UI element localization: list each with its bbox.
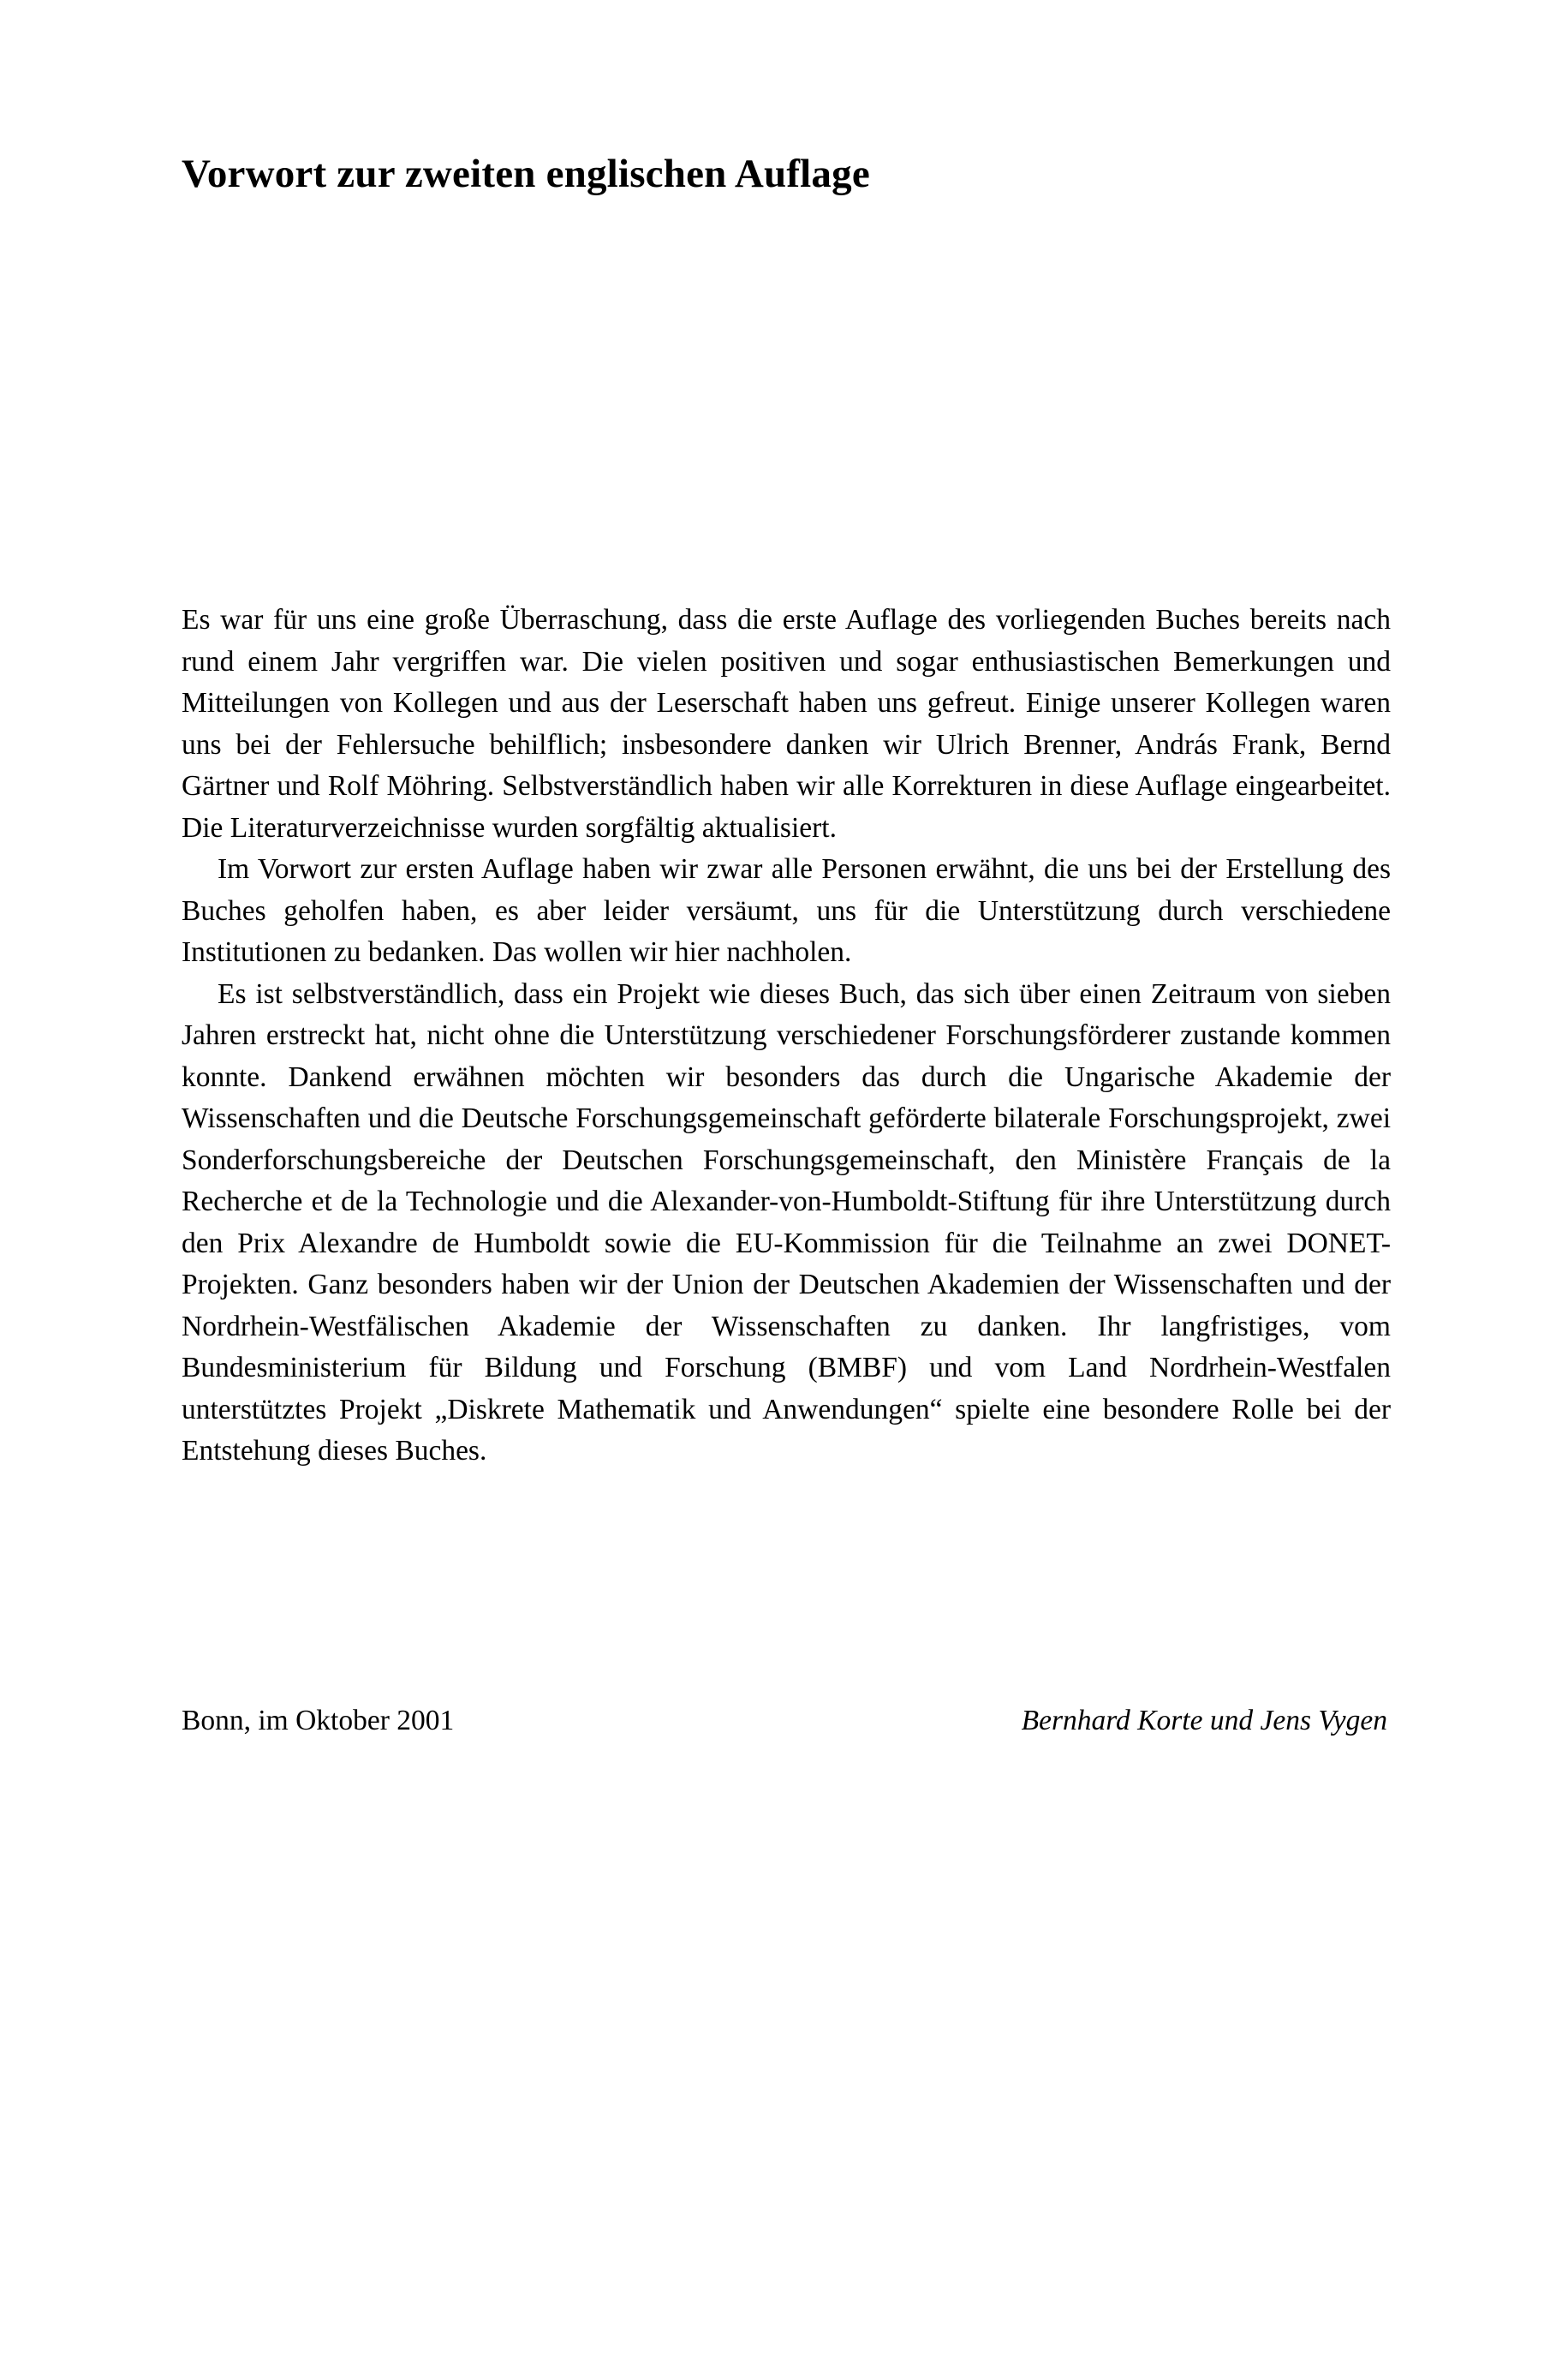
- signature-authors: Bernhard Korte und Jens Vygen: [1021, 1705, 1387, 1736]
- paragraph-2: Im Vorwort zur ersten Auflage haben wir zwar alle Personen erwähnt, die uns bei der Erstellung des Buches geholfen haben, es aber leider versäumt, uns für die Unterstützung durch verschiedene Institutionen zu bedanken. Das wollen wir hier nachholen.: [182, 853, 1391, 968]
- signature-block: [182, 1700, 1391, 1742]
- paragraph-1: Es war für uns eine große Überraschung, dass die erste Auflage des vorliegenden Buches bereits nach rund einem Jahr vergriffen war. Die vielen positiven und sogar enthusiastischen Bemerkungen und Mitteilungen von Kollegen und aus der Leserschaft haben uns gefreut. Einige unserer Kollegen waren uns bei der Fehlersuche behilflich; insbesondere danken wir Ulrich Brenner, András Frank, Bernd Gärtner und Rolf Möhring. Selbstverständlich haben wir alle Korrekturen in diese Auflage eingearbeitet. Die Literaturverzeichnisse wurden sorgfältig aktualisiert.: [182, 604, 1391, 844]
- paragraph-3: Es ist selbstverständlich, dass ein Projekt wie dieses Buch, das sich über einen Zeitraum von sieben Jahren erstreckt hat, nicht ohne die Unterstützung verschiedener Forschungsförderer zustande kommen konnte. Dankend erwähnen möchten wir besonders das durch die Ungarische Akademie der Wissenschaften und die Deutsche Forschungsgemeinschaft geförderte bilaterale Forschungsprojekt, zwei Sonderforschungsbereiche der Deutschen Forschungsgemeinschaft, den Ministère Français de la Recherche et de la Technologie und die Alexander-von-Humboldt-Stiftung für ihre Unterstützung durch den Prix Alexandre de Humboldt sowie die EU-Kommission für die Teilnahme an zwei DONET-Projekten. Ganz besonders haben wir der Union der Deutschen Akademien der Wissenschaften und der Nordrhein-Westfälischen Akademie der Wissenschaften zu danken. Ihr langfristiges, vom Bundesministerium für Bildung und Forschung (BMBF) und vom Land Nordrhein-Westfalen unterstütztes Projekt „Diskrete Mathematik und Anwendungen“ spielte eine besondere Rolle bei der Entstehung dieses Buches.: [182, 977, 1391, 1467]
- signature-place-date: Bonn, im Oktober 2001: [182, 1705, 455, 1736]
- page-header: [182, 150, 1387, 198]
- page-title: Vorwort zur zweiten englischen Auflage: [182, 152, 870, 196]
- preface-body: [182, 600, 1391, 1473]
